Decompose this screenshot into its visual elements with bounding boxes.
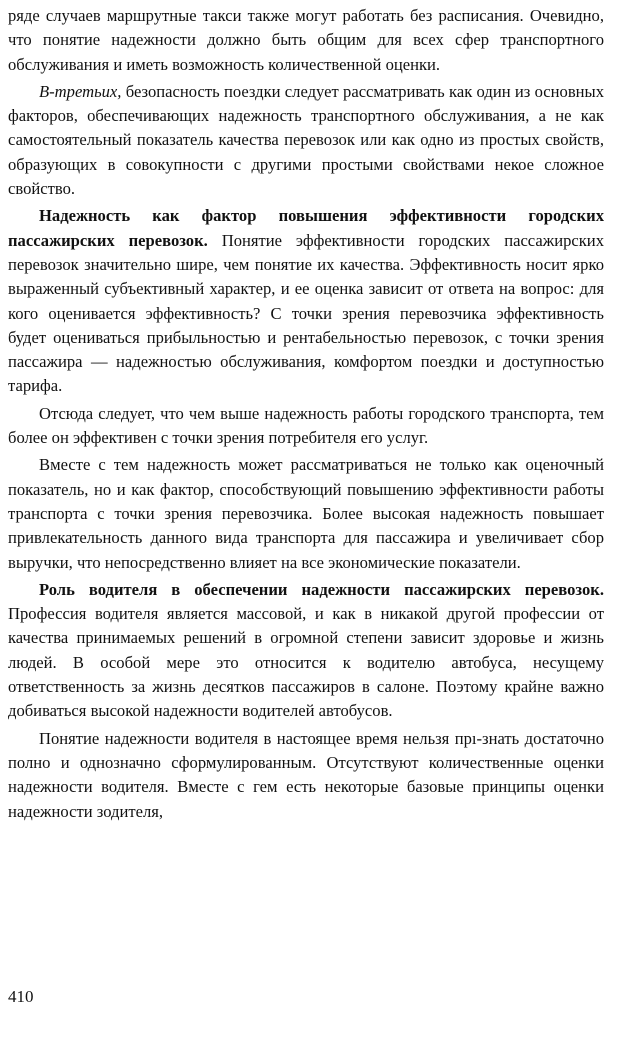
paragraph-2 [8,80,604,201]
paragraph-3-text: Понятие эффективности городских пассажирских перевозок значительно шире, чем понятие их качества. Эффективность носит ярко выраженный субъективный характер, и ее оценка зависит от ответа на вопрос: для кого оценивается эффективность? С точки зрения перевозчика эффективность будет оцениваться прибыльностью и рентабельностью перевозок, с точки зрения пассажира — надежностью обслуживания, комфортом поездки и доступностью тарифа. [8,230,604,396]
paragraph-4-text: Отсюда следует, что чем выше надежность работы городского транспорта, тем более он эффективен с точки зрения потребителя его услуг. [8,403,604,448]
paragraph-3-heading: Надежность как фактор повышения эффективности городских пассажирских перевозок. [8,206,604,250]
paragraph-4 [8,402,604,451]
paragraph-1-text: ряде случаев маршрутные такси также могут работать без расписания. Очевидно, что понятие надежности должно быть общим для всех сфер транспортного обслуживания и иметь возможность количественной оценки. [8,6,604,74]
paragraph-1 [8,4,604,77]
paragraph-2-text: безопасность поездки следует рассматривать как один из основных факторов, обеспечивающих надежность транспортного обслуживания, а не как самостоятельный показатель качества перевозок или как одно из простых свойств, образующих в совокупности с другими простыми свойствами некое сложное свойство. [8,81,604,199]
paragraph-3 [8,204,604,398]
paragraph-5 [8,453,604,574]
paragraph-7-text: Понятие надежности водителя в настоящее время нельзя прı-знать достаточно полно и однозначно сформулированным. Отсутствуют количественные оценки надежности водителя. Вместе с гем есть некоторые базовые принципы оценки надежности зодителя, [8,728,604,821]
paragraph-5-text: Вместе с тем надежность может рассматриваться не только как оценочный показатель, но и как фактор, способствующий повышению эффективности работы транспорта с точки зрения перевозчика. Более высокая надежность повышает привлекательность данного вида транспорта для пассажира и увеличивает сбор выручки, что непосредственно влияет на все экономические показатели. [8,455,604,572]
paragraph-2-lead: В-третьих, [39,81,122,101]
paragraph-6 [8,578,604,724]
page-number: 410 [8,987,34,1006]
paragraph-6-heading: Роль водителя в обеспечении надежности пассажирских перевозок. [39,579,604,599]
page-body [8,4,604,824]
paragraph-7 [8,727,604,824]
paragraph-6-text: Профессия водителя является массовой, и как в никакой другой профессии от качества принимаемых решений в огромной степени зависит здоровье и жизнь людей. В особой мере это относится к водителю автобуса, несущему ответственность за жизнь десятков пассажиров в салоне. Поэтому крайне важно добиваться высокой надежности водителей автобусов. [8,604,604,721]
